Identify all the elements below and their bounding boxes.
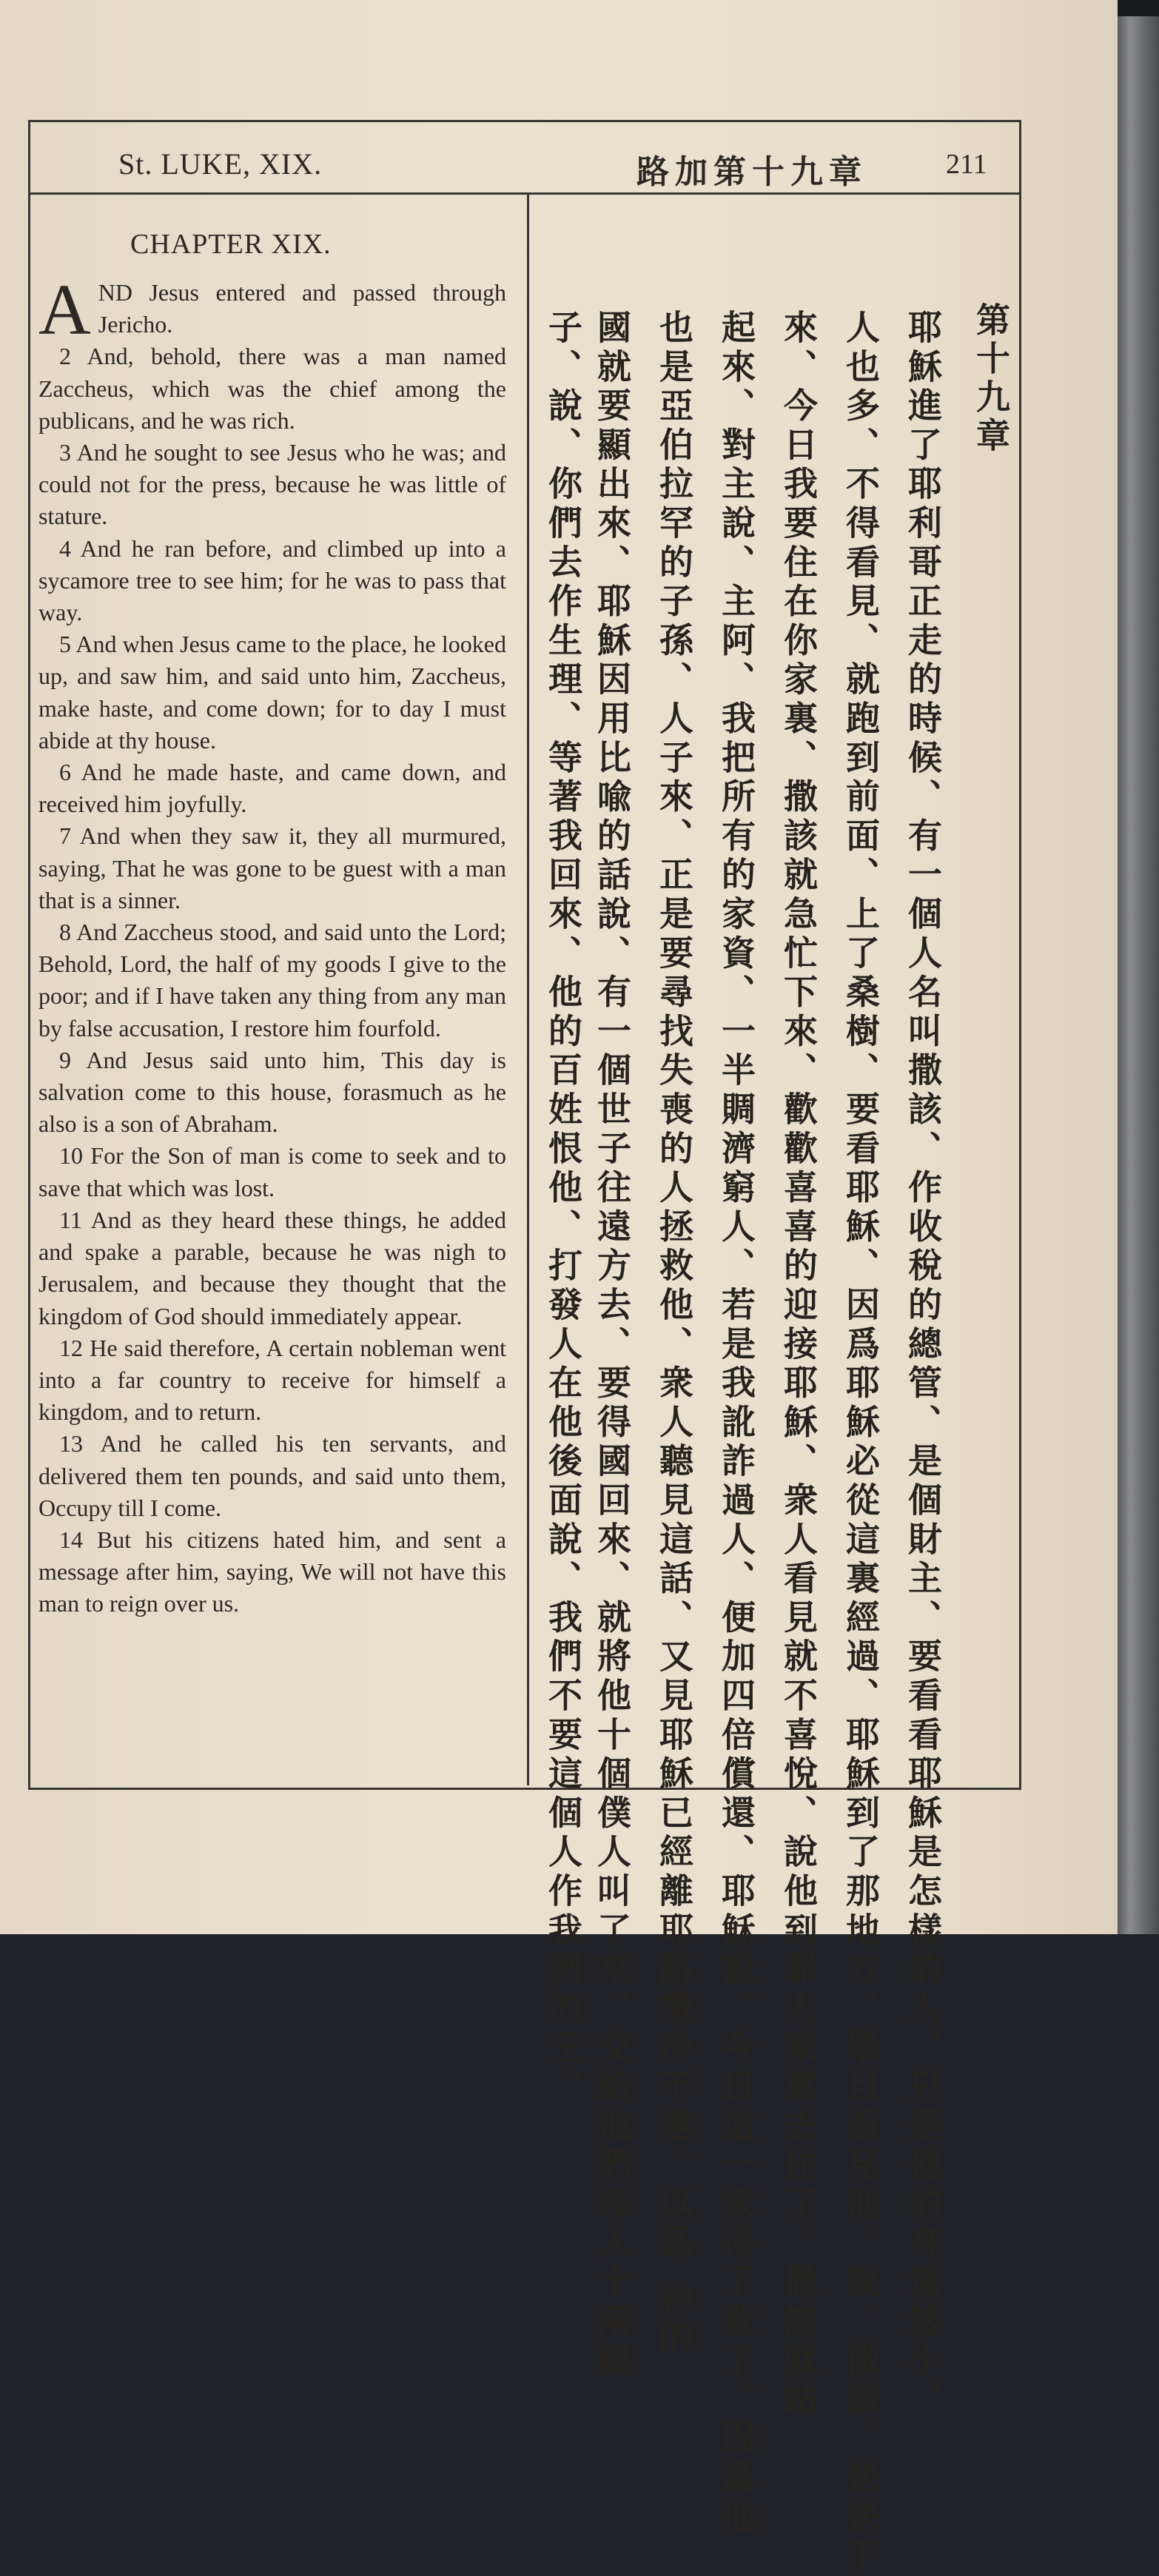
verse-12: 12 He said therefore, A certain nobleman went into a far country to receive for himself a kingdom, and to return. [38,1334,506,1426]
header-rule [28,192,1021,195]
chinese-column: 耶穌進了耶利哥正走的時候、有一個人名叫撒該、作收稅的總管、是個財主、要看看耶穌是怎樣的人、只是他的身量矮小、 [903,309,943,2421]
verse-11: 11 And as they heard these things, he added and spake a parable, because he was nigh to Jerusalem, and because they thought that the kingdom of God should immediately appear. [38,1206,506,1329]
chinese-column: 來、今日我要住在你家裏、撒該就急忙下來、歡歡喜喜的迎接耶穌、衆人看見就不喜悅、說他到罪人家裏去住了、撒該就站 [779,309,819,2421]
chinese-column: 也是亞伯拉罕的子孫、人子來、正是要尋找失喪的人拯救他、衆人聽見這話、又見耶穌已經離耶路撒冷不遠、以爲 神的 [654,309,694,2359]
verse-2: 2 And, behold, there was a man named Zaccheus, which was the chief among the publicans, and he was rich. [38,343,506,434]
chinese-column: 起來、對主說、主阿、我把所有的家資、一半賙濟窮人、若是我訛詐過人、便加四倍償還、耶穌說、今日這一家得了救了、因爲他 [716,309,756,2538]
verse-5: 5 And when Jesus came to the place, he looked up, and saw him, and said unto him, Zaccheus, make haste, and come down; for to day I must abide at thy house. [38,631,506,754]
english-text [38,270,506,1620]
verse-7: 7 And when they saw it, they all murmured, saying, That he was gone to be guest with a man that is a sinner. [38,822,506,913]
verse-8: 8 And Zaccheus stood, and said unto the Lord; Behold, Lord, the half of my goods I give to the poor; and if I have taken any thing from any man by false accusation, I restore him fourfold. [38,919,506,1042]
running-title: St. LUKE, XIX. [118,147,323,181]
verse-9: 9 And Jesus said unto him, This day is salvation come to this house, forasmuch as he also is a son of Abraham. [38,1046,506,1138]
book-edge [1118,16,1159,1934]
verse-1: AND Jesus entered and passed through Jericho. [38,270,506,350]
verse-14: 14 But his citizens hated him, and sent a message after him, saying, We will not have this man to reign over us. [38,1526,506,1617]
running-title-chinese: 路加第十九章 [636,153,867,191]
chinese-chapter-heading: 第十九章 [971,302,1011,456]
verse-13: 13 And he called his ten servants, and delivered them ten pounds, and said unto them, Occupy till I come. [38,1430,506,1521]
verse-3: 3 And he sought to see Jesus who he was; and could not for the press, because he was little of stature. [38,439,506,530]
verse-10: 10 For the Son of man is come to seek and to save that which was lost. [38,1142,506,1201]
verse-4: 4 And he ran before, and climbed up into a sycamore tree to see him; for he was to pass that way. [38,534,506,626]
chinese-column: 人也多、不得看見、就跑到前面、上了桑樹、要看耶穌、因爲耶穌必從這裏經過、耶穌到了那地方、舉目看見他、說、撒該、快快下 [841,309,881,2576]
chapter-title: CHAPTER XIX. [130,229,332,260]
column-divider [527,194,529,1785]
drop-cap: A [38,270,91,350]
page-number: 211 [946,149,987,180]
chinese-column: 國就要顯出來、耶穌因用比喩的話說、有一個世子往遠方去、要得國回來、就將他十個僕人叫了來、交給他們每人十兩銀 [592,309,632,2381]
chinese-column: 子、說、你們去作生理、等著我回來、他的百姓恨他、打發人在他後面說、我們不要這個人作我們的王、 [543,309,583,2107]
verse-6: 6 And he made haste, and came down, and received him joyfully. [38,759,506,818]
